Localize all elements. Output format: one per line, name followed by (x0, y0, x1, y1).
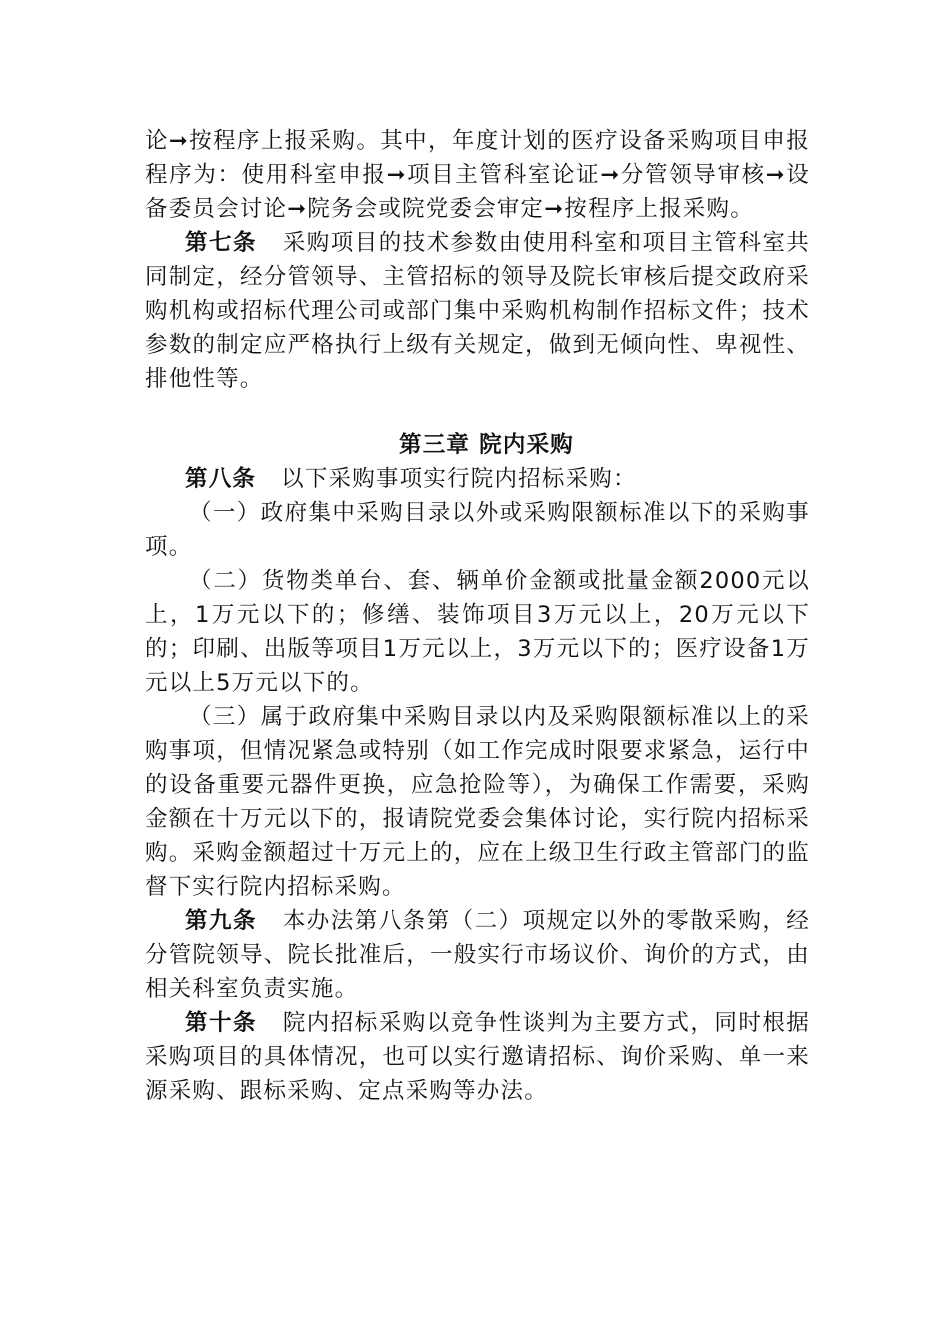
article-8-text: 以下采购事项实行院内招标采购： (281, 466, 637, 492)
article-8-item-3: （三）属于政府集中采购目录以内及采购限额标准以上的采购事项，但情况紧急或特别（如工作完成时限要求紧急，运行中的设备重要元器件更换，应急抢险等），为确保工作需要，采购金额在十万元以下的，报请院党委会集体讨论，实行院内招标采购。采购金额超过十万元上的，应在上级卫生行政主管部门的监督下实行院内招标采购。 (145, 704, 810, 900)
article-10-text: 院内招标采购以竞争性谈判为主要方式，同时根据采购项目的具体情况，也可以实行邀请招标、询价采购、单一来源采购、跟标采购、定点采购等办法。 (145, 1010, 811, 1104)
article-9 (145, 904, 810, 1006)
continued-paragraph: 论➞按程序上报采购。其中，年度计划的医疗设备采购项目申报程序为：使用科室申报➞项目主管科室论证➞分管领导审核➞设备委员会讨论➞院务会或院党委会审定➞按程序上报采购。 (145, 128, 810, 222)
article-9-number: 第九条 (185, 908, 257, 934)
article-10 (145, 1006, 810, 1108)
article-8-number: 第八条 (185, 466, 257, 492)
article-8 (145, 462, 810, 496)
article-9-text: 本办法第八条第（二）项规定以外的零散采购，经分管院领导、院长批准后，一般实行市场议价、询价的方式，由相关科室负责实施。 (145, 908, 811, 1002)
article-8-item-1: （一）政府集中采购目录以外或采购限额标准以下的采购事项。 (145, 500, 810, 560)
article-7-number: 第七条 (185, 230, 257, 256)
chapter-heading: 第三章 院内采购 (399, 432, 574, 458)
section-gap (145, 396, 810, 428)
article-7-text: 采购项目的技术参数由使用科室和项目主管科室共同制定，经分管领导、主管招标的领导及院长审核后提交政府采购机构或招标代理公司或部门集中采购机构制作招标文件；技术参数的制定应严格执行上级有关规定，做到无倾向性、卑视性、排他性等。 (145, 230, 811, 392)
article-8-item-2: （二）货物类单台、套、辆单价金额或批量金额2000元以上，1万元以下的；修缮、装饰项目3万元以上，20万元以下的；印刷、出版等项目1万元以上，3万元以下的；医疗设备1万元以上5万元以下的。 (145, 568, 810, 696)
article-7 (145, 226, 810, 396)
article-10-number: 第十条 (185, 1010, 257, 1036)
